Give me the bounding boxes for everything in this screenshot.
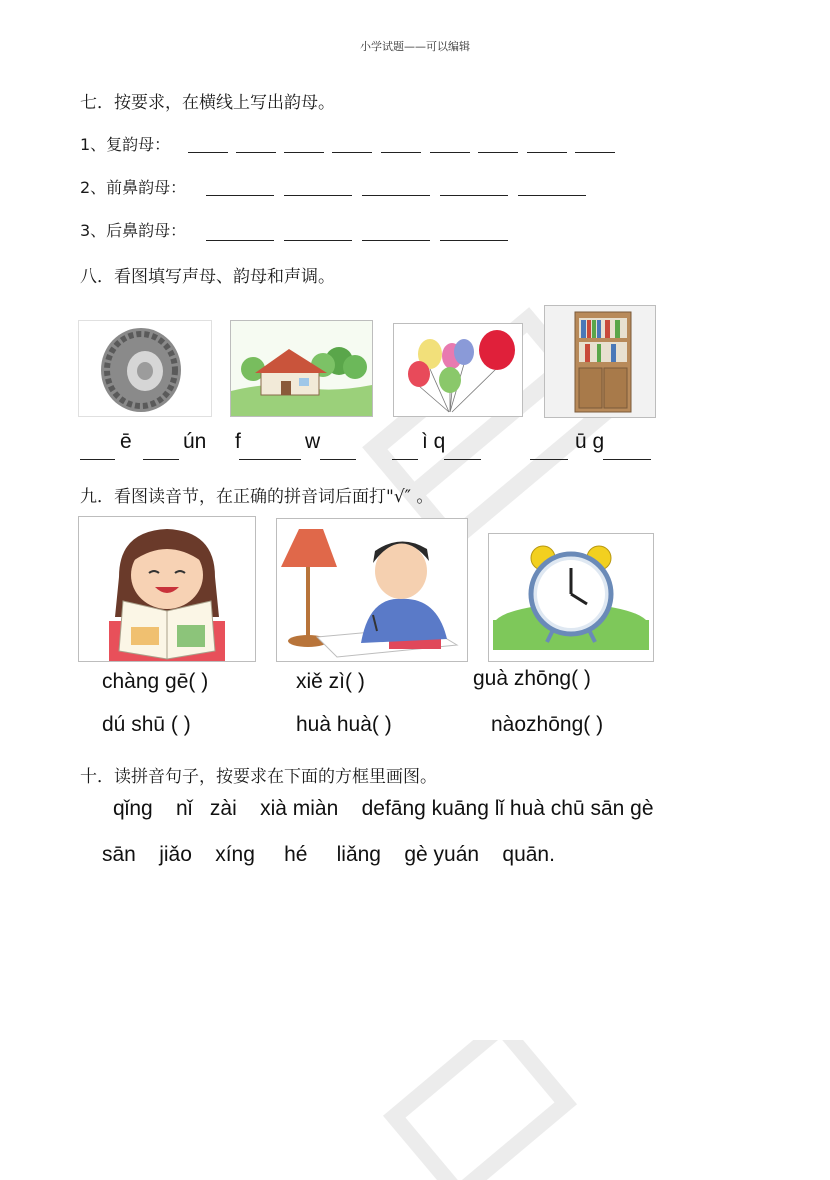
- answer-blank[interactable]: [440, 240, 508, 241]
- pinyin-fragment: ì q: [422, 430, 446, 453]
- answer-blank[interactable]: [444, 459, 481, 460]
- pinyin-option-du-shu[interactable]: dú shū ( ): [102, 713, 191, 736]
- answer-blank[interactable]: [239, 459, 301, 460]
- section-9-heading: 九．看图读音节，在正确的拼音词后面打"√″ 。: [80, 487, 434, 507]
- answer-blank[interactable]: [530, 459, 568, 460]
- answer-blank[interactable]: [362, 195, 430, 196]
- pinyin-option-chang-ge[interactable]: chàng gē( ): [102, 670, 209, 693]
- balloons-icon: [394, 324, 522, 416]
- pinyin-fragment: w: [305, 430, 321, 453]
- answer-blank[interactable]: [206, 240, 274, 241]
- answer-blank[interactable]: [236, 152, 276, 153]
- row-back-nasal-finals-label: 3、后鼻韵母：: [80, 221, 187, 240]
- house-icon: [231, 321, 372, 416]
- tire-picture: [78, 320, 212, 417]
- alarm-clock-picture: [488, 533, 654, 662]
- answer-blank[interactable]: [478, 152, 518, 153]
- answer-blank[interactable]: [381, 152, 421, 153]
- answer-blank[interactable]: [206, 195, 274, 196]
- section-7-heading: 七．按要求，在横线上写出韵母。: [80, 93, 335, 113]
- answer-blank[interactable]: [332, 152, 372, 153]
- section-10-heading: 十．读拼音句子，按要求在下面的方框里画图。: [80, 767, 437, 787]
- pinyin-fragment: ún: [183, 430, 207, 453]
- answer-blank[interactable]: [603, 459, 651, 460]
- pinyin-fragment: ū g: [575, 430, 605, 453]
- pinyin-option-gua-zhong[interactable]: guà zhōng( ): [473, 667, 591, 690]
- answer-blank[interactable]: [284, 152, 324, 153]
- answer-blank[interactable]: [440, 195, 508, 196]
- answer-blank[interactable]: [392, 459, 418, 460]
- answer-blank[interactable]: [143, 459, 179, 460]
- boy-writing-icon: [277, 519, 467, 661]
- answer-blank[interactable]: [518, 195, 586, 196]
- pinyin-sentence-line-2: sān jiǎo xíng hé liǎng gè yuán quān.: [102, 843, 555, 866]
- answer-blank[interactable]: [284, 195, 352, 196]
- answer-blank[interactable]: [80, 459, 115, 460]
- pinyin-fragment: f: [235, 430, 241, 453]
- bookcase-icon: [545, 306, 655, 417]
- answer-blank[interactable]: [527, 152, 567, 153]
- pinyin-option-hua-hua[interactable]: huà huà( ): [296, 713, 392, 736]
- page-header: 小学试题——可以编辑: [360, 40, 470, 53]
- house-picture: [230, 320, 373, 417]
- row-compound-finals-label: 1、复韵母：: [80, 135, 171, 154]
- answer-blank[interactable]: [188, 152, 228, 153]
- bookcase-picture: [544, 305, 656, 418]
- row-front-nasal-finals-label: 2、前鼻韵母：: [80, 178, 187, 197]
- section-8-heading: 八．看图填写声母、韵母和声调。: [80, 267, 335, 287]
- answer-blank[interactable]: [362, 240, 430, 241]
- pinyin-fragment: ē: [120, 430, 132, 453]
- boy-writing-picture: [276, 518, 468, 662]
- answer-blank[interactable]: [320, 459, 356, 460]
- pinyin-sentence-line-1: qǐng nǐ zài xià miàn defāng kuāng lǐ huà chū sān gè: [113, 797, 654, 820]
- pinyin-option-nao-zhong[interactable]: nàozhōng( ): [491, 713, 604, 736]
- girl-reading-picture: [78, 516, 256, 662]
- balloons-picture: [393, 323, 523, 417]
- girl-reading-icon: [79, 517, 255, 661]
- alarm-clock-icon: [489, 534, 653, 661]
- tire-icon: [79, 321, 211, 416]
- pinyin-option-xie-zi[interactable]: xiě zì( ): [296, 670, 365, 693]
- answer-blank[interactable]: [284, 240, 352, 241]
- watermark-graphic: [380, 1040, 580, 1180]
- answer-blank[interactable]: [430, 152, 470, 153]
- answer-blank[interactable]: [575, 152, 615, 153]
